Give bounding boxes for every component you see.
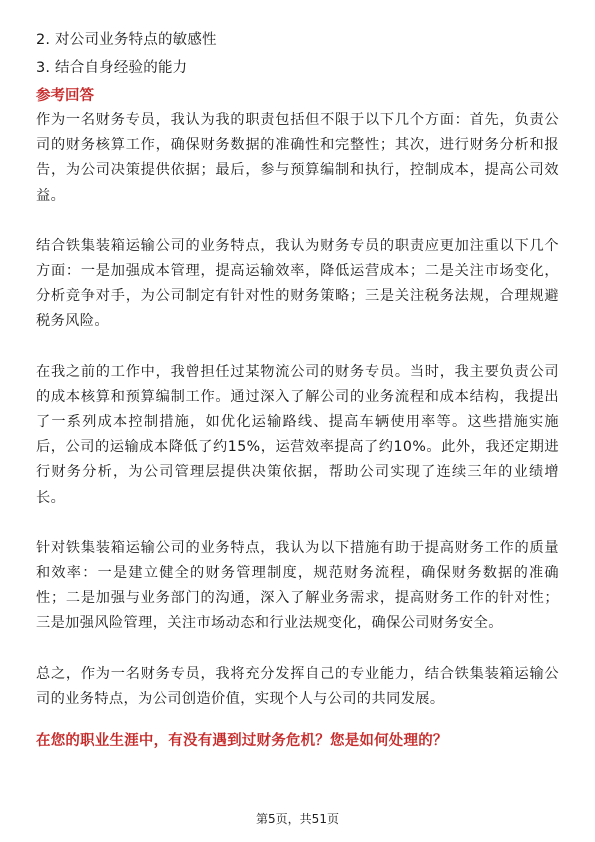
answer-paragraph: 作为一名财务专员，我认为我的职责包括但不限于以下几个方面：首先，负责公司的财务核算工作，确保财务数据的准确性和完整性；其次，进行财务分析和报告，为公司决策提供依据；最后，参与预算编制和执行，控制成本，提高公司效益。: [36, 112, 559, 204]
document-page: [36, 30, 559, 751]
next-question-heading: 在您的职业生涯中，有没有遇到过财务危机？您是如何处理的？: [36, 733, 448, 750]
criteria-item: 2. 对公司业务特点的敏感性: [36, 32, 217, 48]
answer-label: 参考回答: [36, 88, 94, 104]
answer-paragraph: 在我之前的工作中，我曾担任过某物流公司的财务专员。当时，我主要负责公司的成本核算和预算编制工作。通过深入了解公司的业务流程和成本结构，我提出了一系列成本控制措施，如优化运输路线、提高车辆使用率等。这些措施实施后，公司的运输成本降低了约15%，运营效率提高了约10%。此外，我还定期进行财务分析，为公司管理层提供决策依据，帮助公司实现了连续三年的业绩增长。: [36, 363, 559, 506]
answer-paragraph: 针对铁集装箱运输公司的业务特点，我认为以下措施有助于提高财务工作的质量和效率：一是建立健全的财务管理制度，规范财务流程，确保财务数据的准确性；二是加强与业务部门的沟通，深入了解业务需求，提高财务工作的针对性；三是加强风险管理，关注市场动态和行业法规变化，确保公司财务安全。: [36, 539, 559, 632]
criteria-item: 3. 结合自身经验的能力: [36, 60, 188, 76]
page-number: 第5页，共51页: [256, 812, 339, 826]
answer-paragraph: 总之，作为一名财务专员，我将充分发挥自己的专业能力，结合铁集装箱运输公司的业务特点，为公司创造价值，实现个人与公司的共同发展。: [36, 665, 559, 707]
answer-paragraph: 结合铁集装箱运输公司的业务特点，我认为财务专员的职责应更加注重以下几个方面：一是加强成本管理，提高运输效率，降低运营成本；二是关注市场变化，分析竞争对手，为公司制定有针对性的财务策略；三是关注税务法规，合理规避税务风险。: [36, 237, 559, 330]
